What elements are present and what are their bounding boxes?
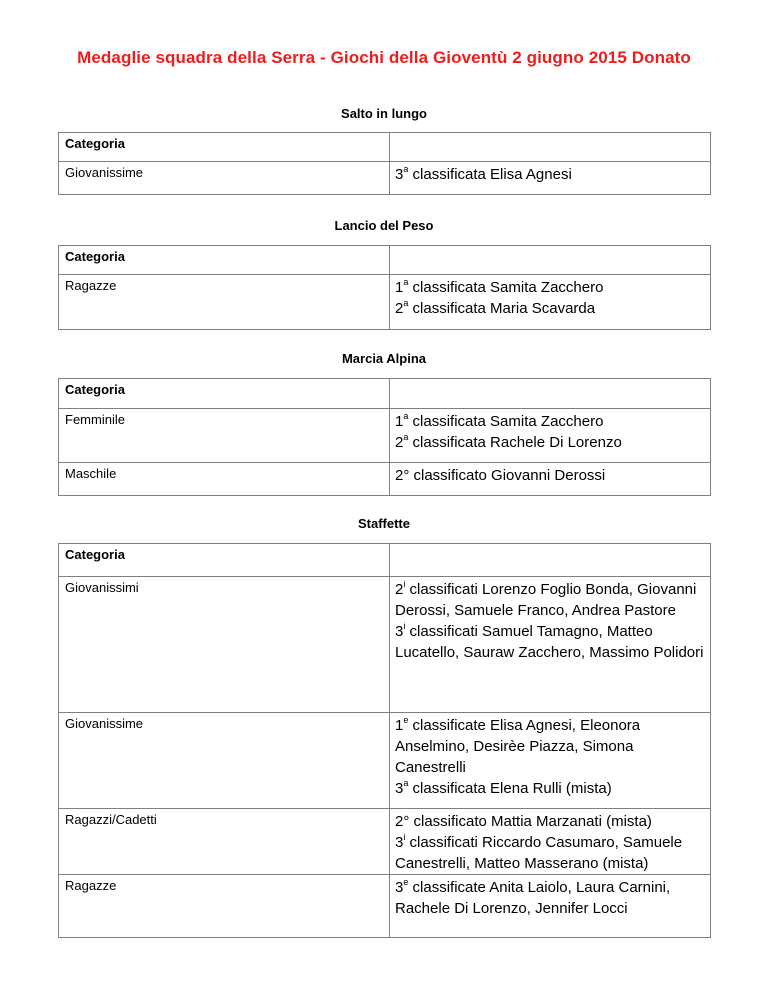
header-categoria: Categoria [59,133,390,162]
result-line [395,715,704,778]
table-staffette [58,543,711,938]
result-line [395,877,704,919]
section-heading-peso: Lancio del Peso [334,218,434,233]
category-cell: Femminile [59,409,390,463]
table-row [59,713,711,809]
result-line [395,811,704,832]
category-cell: Ragazze [59,275,390,330]
result-text: classificato Mattia Marzanati (mista) [409,813,652,830]
header-empty-cell [390,133,711,162]
result-text: classificate Anita Laiolo, Laura Carnini, Rachele Di Lorenzo, Jennifer Locci [395,879,671,917]
result-text: classificata Maria Scavarda [408,300,596,317]
result-rank: 2 [395,300,404,317]
result-line [395,778,704,799]
result-rank-suffix: a [403,411,409,421]
results-cell [390,713,711,809]
result-rank-suffix: a [403,164,409,174]
result-rank: 2° [395,467,410,484]
header-categoria: Categoria [59,379,390,409]
result-rank: 3 [395,166,404,183]
table-row [59,409,711,463]
result-text: classificato Giovanni Derossi [409,467,606,484]
section-heading-salto: Salto in lungo [341,106,427,121]
results-cell [390,275,711,330]
result-text: classificata Samita Zacchero [408,279,604,296]
table-row [59,275,711,330]
header-empty-cell [390,544,711,577]
result-rank-suffix: a [403,432,409,442]
result-line [395,298,704,319]
section-heading-staffette: Staffette [357,516,410,531]
category-cell: Maschile [59,463,390,496]
result-text: classificati Riccardo Casumaro, Samuele Canestrelli, Matteo Masserano (mista) [395,834,683,872]
results-cell [390,463,711,496]
table-header-row [59,544,711,577]
result-rank-suffix: a [403,778,409,788]
result-rank: 1 [395,717,404,734]
document-title: Medaglie squadra della Serra - Giochi della Gioventù 2 giugno 2015 Donato [77,48,691,67]
table-header-row [59,133,711,162]
section-heading-marcia: Marcia Alpina [341,351,427,366]
result-text: classificata Samita Zacchero [408,413,604,430]
result-rank: 1 [395,413,404,430]
result-line [395,164,704,185]
table-row [59,577,711,713]
table-row [59,875,711,938]
table-marcia [58,378,711,496]
category-cell: Giovanissime [59,162,390,195]
result-text: classificate Elisa Agnesi, Eleonora Anselmino, Desirèe Piazza, Simona Canestrelli [395,717,641,776]
result-line [395,465,704,486]
results-cell [390,577,711,713]
result-rank-suffix: i [403,621,406,631]
result-line [395,621,704,663]
category-cell: Ragazzi/Cadetti [59,809,390,875]
result-rank-suffix: i [403,832,406,842]
table-header-row [59,379,711,409]
result-text: classificati Lorenzo Foglio Bonda, Giovanni Derossi, Samuele Franco, Andrea Pastore [395,581,697,619]
table-row [59,809,711,875]
result-line [395,432,704,453]
result-rank: 3 [395,879,404,896]
result-rank: 2 [395,434,404,451]
result-rank: 3 [395,780,404,797]
result-rank: 3 [395,834,404,851]
table-salto [58,132,711,195]
result-line [395,579,704,621]
header-categoria: Categoria [59,246,390,275]
results-cell [390,809,711,875]
results-cell [390,875,711,938]
result-rank: 3 [395,623,404,640]
result-line [395,832,704,874]
table-peso [58,245,711,330]
table-row [59,463,711,496]
header-empty-cell [390,246,711,275]
result-line [395,411,704,432]
result-text: classificata Elisa Agnesi [408,166,572,183]
table-header-row [59,246,711,275]
result-rank: 2 [395,581,404,598]
result-text: classificati Samuel Tamagno, Matteo Lucatello, Sauraw Zacchero, Massimo Polidori [395,623,704,661]
result-rank-suffix: e [403,877,409,887]
table-row [59,162,711,195]
category-cell: Ragazze [59,875,390,938]
result-rank-suffix: a [403,277,409,287]
result-text: classificata Elena Rulli (mista) [408,780,612,797]
results-cell [390,409,711,463]
result-rank: 2° [395,813,410,830]
result-text: classificata Rachele Di Lorenzo [408,434,622,451]
result-rank-suffix: e [403,715,409,725]
result-rank-suffix: i [403,579,406,589]
category-cell: Giovanissimi [59,577,390,713]
result-rank-suffix: a [403,298,409,308]
header-empty-cell [390,379,711,409]
result-line [395,277,704,298]
header-categoria: Categoria [59,544,390,577]
result-rank: 1 [395,279,404,296]
category-cell: Giovanissime [59,713,390,809]
results-cell [390,162,711,195]
